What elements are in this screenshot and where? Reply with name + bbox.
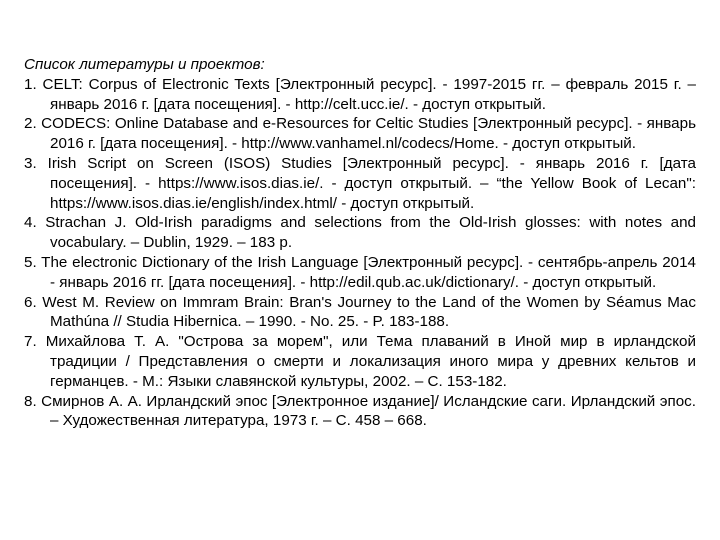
reference-text: Смирнов А. А. Ирландский эпос [Электронное издание]/ Исландские саги. Ирландский эпос. – Художественная литература, 1973 г. – С. 458 – 668.	[41, 392, 696, 430]
reference-number: 1.	[24, 75, 37, 93]
reference-item	[24, 154, 696, 213]
reference-number: 2.	[24, 115, 37, 133]
reference-text: Irish Script on Screen (ISOS) Studies [Электронный ресурс]. - январь 2016 г. [дата посещения]. - https://www.isos.dias.ie/. - доступ открытый. – “the Yellow Book of Lecan": https://www.isos.dias.ie/english/index.html/ - доступ открытый.	[47, 154, 696, 212]
reference-text: West M. Review on Immram Brain: Bran's Journey to the Land of the Women by Séamus Mac Mathúna // Studia Hibernica. – 1990. - No. 25. - P. 183-188.	[42, 293, 696, 331]
reference-text: Strachan J. Old-Irish paradigms and selections from the Old-Irish glosses: with notes and vocabulary. – Dublin, 1929. – 183 p.	[45, 214, 696, 252]
reference-item	[24, 213, 696, 253]
reference-item	[24, 332, 696, 391]
reference-text: CODECS: Online Database and e-Resources for Celtic Studies [Электронный ресурс]. - январь 2016 г. [дата посещения]. - http://www.vanhamel.nl/codecs/Home. - доступ открытый.	[41, 115, 696, 153]
reference-number: 8.	[24, 392, 37, 410]
reference-text: The electronic Dictionary of the Irish Language [Электронный ресурс]. - сентябрь-апрель 2014 - январь 2016 гг. [дата посещения]. - http://edil.qub.ac.uk/dictionary/. - доступ открытый.	[41, 253, 696, 291]
reference-item	[24, 253, 696, 293]
references-list	[24, 75, 696, 431]
reference-item	[24, 293, 696, 333]
reference-number: 4.	[24, 214, 37, 232]
reference-number: 5.	[24, 253, 37, 271]
reference-number: 3.	[24, 154, 37, 172]
reference-item	[24, 114, 696, 154]
reference-number: 7.	[24, 333, 37, 351]
reference-text: CELT: Corpus of Electronic Texts [Электронный ресурс]. - 1997-2015 гг. – февраль 2015 г. – январь 2016 г. [дата посещения]. - http://celt.ucc.ie/. - доступ открытый.	[42, 75, 696, 113]
references-heading: Список литературы и проектов:	[24, 56, 265, 73]
reference-item	[24, 392, 696, 432]
document-page	[24, 55, 696, 431]
reference-number: 6.	[24, 293, 37, 311]
reference-item	[24, 75, 696, 115]
reference-text: Михайлова Т. А. "Острова за морем", или Тема плаваний в Иной мир в ирландской традиции / Представления о смерти и локализация иного мира у древних кельтов и германцев. - М.: Языки славянской культуры, 2002. – С. 153-182.	[45, 333, 696, 390]
